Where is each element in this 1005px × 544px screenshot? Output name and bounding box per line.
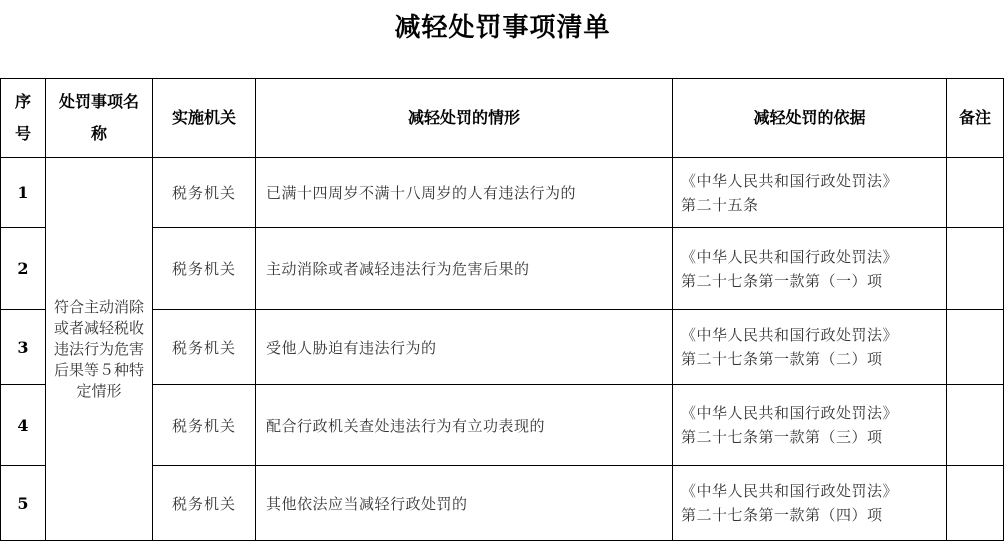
row-no: 5 <box>1 466 46 541</box>
row-basis <box>673 228 947 310</box>
item-name-cell: 符合主动消除或者减轻税收违法行为危害后果等５种特定情形 <box>46 158 153 541</box>
row-situation: 配合行政机关查处违法行为有立功表现的 <box>256 385 673 466</box>
row-situation: 已满十四周岁不满十八周岁的人有违法行为的 <box>256 158 673 228</box>
row-remark <box>947 228 1004 310</box>
row-no: 3 <box>1 310 46 385</box>
basis-law: 《中华人民共和国行政处罚法》 <box>681 482 899 500</box>
basis-article: 第二十七条第一款第（一）项 <box>681 271 883 290</box>
table-row <box>1 158 1004 228</box>
basis-article: 第二十七条第一款第（三）项 <box>681 428 883 446</box>
basis-article: 第二十五条 <box>681 195 759 214</box>
row-agency: 税务机关 <box>153 228 256 310</box>
basis-article: 第二十七条第一款第（二）项 <box>681 350 883 368</box>
page-title: 减轻处罚事项清单 <box>394 13 611 43</box>
row-basis <box>673 158 947 228</box>
header-no: 序号 <box>1 79 46 158</box>
basis-law: 《中华人民共和国行政处罚法》 <box>681 404 899 422</box>
row-agency: 税务机关 <box>153 466 256 541</box>
header-agency: 实施机关 <box>153 79 256 158</box>
row-agency: 税务机关 <box>153 385 256 466</box>
row-situation: 其他依法应当减轻行政处罚的 <box>256 466 673 541</box>
row-basis <box>673 385 947 466</box>
row-no: 1 <box>1 158 46 228</box>
row-situation: 主动消除或者减轻违法行为危害后果的 <box>256 228 673 310</box>
basis-law: 《中华人民共和国行政处罚法》 <box>681 326 899 344</box>
row-basis <box>673 466 947 541</box>
row-no: 2 <box>1 228 46 310</box>
table-header-row <box>1 79 1004 158</box>
header-remark: 备注 <box>947 79 1004 158</box>
basis-law: 《中华人民共和国行政处罚法》 <box>681 247 899 266</box>
row-agency: 税务机关 <box>153 158 256 228</box>
row-remark <box>947 158 1004 228</box>
row-remark <box>947 466 1004 541</box>
header-basis: 减轻处罚的依据 <box>673 79 947 158</box>
row-agency: 税务机关 <box>153 310 256 385</box>
basis-article: 第二十七条第一款第（四）项 <box>681 506 883 524</box>
header-situation: 减轻处罚的情形 <box>256 79 673 158</box>
row-remark <box>947 310 1004 385</box>
row-situation: 受他人胁迫有违法行为的 <box>256 310 673 385</box>
penalty-table <box>0 78 1004 541</box>
header-item: 处罚事项名称 <box>46 79 153 158</box>
basis-law: 《中华人民共和国行政处罚法》 <box>681 171 899 190</box>
row-no: 4 <box>1 385 46 466</box>
row-basis <box>673 310 947 385</box>
row-remark <box>947 385 1004 466</box>
